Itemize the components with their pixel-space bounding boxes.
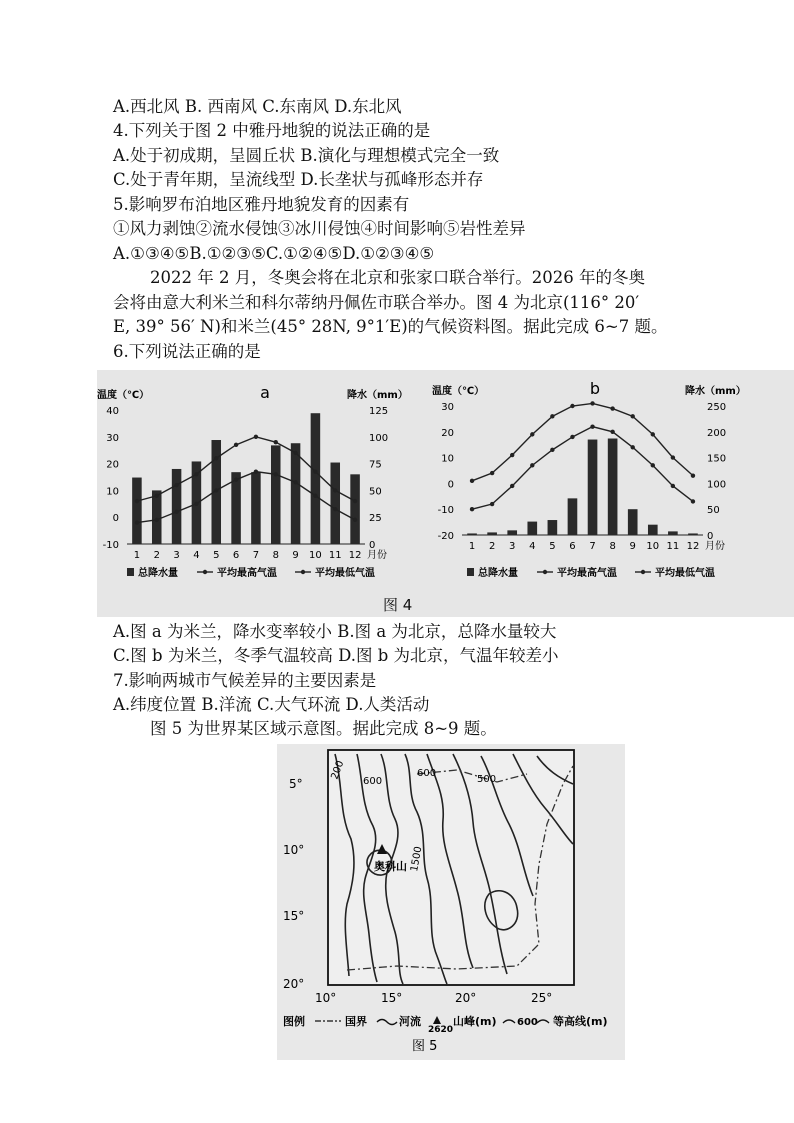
min-temp-point (570, 435, 574, 439)
x-tick-month: 7 (589, 541, 596, 552)
q7-stem: 7.影响两城市气候差异的主要因素是 (113, 671, 377, 690)
y-tick-precip: 50 (707, 505, 720, 517)
q4-stem: 4.下列关于图 2 中雅丹地貌的说法正确的是 (113, 121, 431, 140)
y-tick-precip: 50 (369, 486, 382, 498)
lat-label: 10° (283, 843, 305, 857)
y-tick-temp: -20 (437, 531, 454, 542)
region-map (277, 744, 625, 1060)
y-tick-precip: 25 (369, 513, 382, 525)
y-tick-precip: 0 (707, 531, 714, 542)
lon-label: 20° (455, 991, 477, 1005)
x-tick-month: 1 (468, 541, 476, 552)
max-temp-point (234, 443, 238, 447)
min-temp-point (313, 494, 317, 498)
lat-label: 5° (289, 777, 303, 791)
precip-bar (608, 439, 618, 535)
y-tick-temp: -10 (437, 505, 454, 517)
max-temp-point (214, 456, 218, 460)
q4-options-ab: A.处于初成期，呈圆丘状 B.演化与理想模式完全一致 (113, 146, 500, 165)
precip-bar (548, 520, 558, 535)
y-tick-temp: 10 (106, 486, 119, 498)
y-tick-temp: 0 (447, 479, 454, 491)
y-tick-precip: 0 (369, 540, 376, 551)
x-tick-month: 8 (609, 541, 616, 552)
precip-bar (568, 498, 578, 535)
precip-bar (251, 472, 261, 544)
contour-label: 200 (329, 759, 347, 782)
contour-label: 500 (477, 774, 497, 785)
legend-max-point (203, 570, 207, 574)
q6-stem: 6.下列说法正确的是 (113, 342, 261, 361)
legend-max-point (543, 570, 547, 574)
x-tick-month: 7 (252, 550, 260, 561)
min-temp-point (234, 477, 238, 481)
legend-contour-value: 600 (517, 1017, 538, 1028)
x-tick-month: 1 (133, 550, 141, 561)
lat-label: 15° (283, 909, 305, 923)
y-axis-label-temp: 温度（℃） (97, 390, 150, 401)
precip-bar (291, 443, 301, 544)
legend-river-symbol (377, 1020, 397, 1025)
legend-min-point (641, 570, 645, 574)
q7-options: A.纬度位置 B.洋流 C.大气环流 D.人类活动 (113, 695, 430, 714)
legend-bar-symbol (127, 568, 134, 576)
lon-label: 10° (315, 991, 337, 1005)
precip-bar (231, 472, 241, 544)
min-temp-point (174, 510, 178, 514)
precip-bar (648, 525, 658, 535)
x-tick-month: 4 (529, 541, 536, 552)
mountain-name: 奥科山 (374, 860, 407, 873)
intro-paragraph-line2: 会将由意大利米兰和科尔蒂纳丹佩佐市联合举办。图 4 为北京(116° 20′ (113, 293, 640, 312)
legend-peak-icon (433, 1016, 441, 1024)
min-temp-point (550, 448, 554, 452)
y-tick-precip: 75 (369, 459, 382, 471)
precip-bar (467, 533, 477, 535)
legend-max-label: 平均最高气温 (557, 568, 617, 579)
chart-title: a (260, 383, 270, 402)
q4-options-cd: C.处于青年期，呈流线型 D.长垄状与孤峰形态并存 (113, 170, 484, 189)
y-tick-temp: 20 (106, 459, 119, 471)
max-temp-point (570, 404, 574, 408)
min-temp-point (293, 480, 297, 484)
max-temp-point (155, 494, 159, 498)
min-temp-line (472, 427, 693, 510)
y-tick-precip: 100 (707, 479, 727, 491)
x-tick-month: 9 (629, 541, 636, 552)
y-tick-precip: 150 (707, 453, 727, 465)
max-temp-point (254, 435, 258, 439)
max-temp-point (510, 453, 514, 457)
x-tick-month: 5 (213, 550, 220, 561)
precip-bar (172, 469, 182, 544)
max-temp-line (137, 437, 355, 501)
precip-bar (271, 445, 281, 544)
x-tick-month: 11 (666, 541, 680, 552)
legend-contour-symbol (537, 1020, 549, 1023)
legend-river-label: 河流 (399, 1015, 421, 1028)
q5-factors: ①风力剥蚀②流水侵蚀③冰川侵蚀④时间影响⑤岩性差异 (113, 219, 526, 238)
y-tick-temp: 30 (106, 432, 119, 444)
precip-bar (688, 533, 698, 535)
y-tick-temp: -10 (102, 540, 119, 551)
y-tick-precip: 250 (707, 402, 727, 413)
legend-peak-label: 山峰(m) (453, 1015, 497, 1028)
min-temp-point (691, 499, 695, 503)
max-temp-point (550, 414, 554, 418)
y-tick-temp: 20 (441, 427, 454, 439)
max-temp-point (293, 451, 297, 455)
max-temp-point (490, 471, 494, 475)
intro-paragraph-line3: E, 39° 56′ N)和米兰(45° 28N, 9°1′E)的气候资料图。据此完成 6~7 题。 (113, 317, 668, 336)
min-temp-point (274, 472, 278, 476)
precip-bar (628, 509, 638, 535)
x-tick-month: 2 (488, 541, 496, 552)
precip-bar (330, 463, 340, 544)
q6-options-cd: C.图 b 为米兰，冬季气温较高 D.图 b 为北京，气温年较差小 (113, 646, 559, 665)
max-temp-point (313, 469, 317, 473)
legend-border-label: 国界 (345, 1015, 367, 1028)
precip-bar (152, 490, 162, 544)
max-temp-point (530, 432, 534, 436)
legend-title: 图例 (283, 1015, 305, 1028)
min-temp-point (651, 463, 655, 467)
y-tick-precip: 125 (369, 406, 389, 417)
x-tick-month: 2 (153, 550, 160, 561)
min-temp-point (470, 507, 474, 511)
legend-contour-label: 等高线(m) (553, 1015, 608, 1028)
max-temp-point (590, 401, 594, 405)
contour-label: 600 (363, 776, 383, 787)
max-temp-point (691, 473, 695, 477)
precip-bar (132, 478, 142, 544)
max-temp-point (333, 488, 337, 492)
figure-5-caption: 图 5 (412, 1039, 438, 1054)
x-tick-month: 6 (232, 550, 240, 561)
lon-label: 25° (531, 991, 553, 1005)
max-temp-point (353, 499, 357, 503)
climate-charts (97, 370, 794, 617)
legend-peak-value: 2620 (428, 1025, 454, 1035)
y-axis-label-temp: 温度（℃） (432, 386, 485, 397)
y-axis-label-precip: 降水（mm） (685, 386, 746, 397)
x-tick-month: 12 (348, 550, 362, 561)
precip-bar (350, 474, 360, 544)
x-tick-month: 10 (646, 541, 660, 552)
legend-min-label: 平均最低气温 (655, 568, 715, 579)
min-temp-point (194, 502, 198, 506)
figure-4-caption: 图 4 (383, 596, 413, 614)
y-tick-precip: 100 (369, 432, 389, 444)
contour-label: 1500 (409, 845, 425, 873)
contour-label: 600 (417, 768, 437, 779)
max-temp-point (610, 406, 614, 410)
q6-options-ab: A.图 a 为米兰，降水变率较小 B.图 a 为北京，总降水量较大 (113, 622, 557, 641)
q5-stem: 5.影响罗布泊地区雅丹地貌发育的因素有 (113, 195, 410, 214)
x-tick-month: 8 (272, 550, 279, 561)
x-tick-month: 9 (292, 550, 299, 561)
max-temp-point (470, 479, 474, 483)
max-temp-point (194, 472, 198, 476)
figure-5 (277, 744, 625, 1060)
y-tick-temp: 0 (112, 513, 119, 525)
x-axis-label: 月份 (367, 550, 387, 561)
min-temp-point (254, 469, 258, 473)
precip-bar (507, 530, 517, 535)
x-tick-month: 12 (686, 541, 700, 552)
x-tick-month: 10 (309, 550, 322, 561)
max-temp-point (631, 414, 635, 418)
lon-label: 15° (381, 991, 403, 1005)
legend-max-label: 平均最高气温 (217, 568, 277, 579)
y-tick-temp: 40 (106, 406, 119, 417)
min-temp-point (135, 520, 139, 524)
min-temp-point (610, 430, 614, 434)
x-tick-month: 4 (193, 550, 200, 561)
min-temp-point (631, 445, 635, 449)
y-tick-temp: 30 (441, 402, 454, 413)
lat-label: 20° (283, 977, 305, 991)
y-tick-temp: 10 (441, 453, 454, 465)
precip-bar (487, 532, 497, 535)
q3-options: A.西北风 B. 西南风 C.东南风 D.东北风 (113, 97, 402, 116)
legend-bar-symbol (467, 568, 474, 576)
figure-4 (97, 370, 794, 617)
min-temp-point (671, 484, 675, 488)
x-tick-month: 3 (173, 550, 180, 561)
min-temp-point (510, 484, 514, 488)
precip-bar (311, 413, 321, 544)
precip-bar (588, 440, 598, 535)
legend-min-point (301, 570, 305, 574)
min-temp-point (333, 507, 337, 511)
q5-options: A.①③④⑤B.①②③⑤C.①②④⑤D.①②③④⑤ (113, 244, 435, 263)
x-axis-label: 月份 (705, 541, 725, 552)
x-tick-month: 11 (328, 550, 342, 561)
min-temp-point (530, 463, 534, 467)
x-tick-month: 6 (569, 541, 576, 552)
min-temp-point (155, 518, 159, 522)
min-temp-point (590, 424, 594, 428)
min-temp-point (490, 502, 494, 506)
y-axis-label-precip: 降水（mm） (347, 390, 408, 401)
legend-min-label: 平均最低气温 (315, 568, 375, 579)
intro-paragraph-line1: 2022 年 2 月，冬奥会将在北京和张家口联合举行。2026 年的冬奥 (150, 268, 645, 287)
precip-bar (668, 531, 678, 535)
max-temp-point (174, 483, 178, 487)
legend-contour-symbol (503, 1020, 515, 1023)
x-tick-month: 3 (509, 541, 516, 552)
min-temp-line (137, 472, 355, 523)
min-temp-point (214, 488, 218, 492)
max-temp-point (671, 455, 675, 459)
max-temp-point (651, 432, 655, 436)
chart-title: b (589, 379, 601, 398)
legend-precip-label: 总降水量 (478, 568, 518, 579)
max-temp-point (135, 499, 139, 503)
fig5-intro: 图 5 为世界某区域示意图。据此完成 8~9 题。 (150, 719, 497, 738)
y-tick-precip: 200 (707, 427, 727, 439)
precip-bar (527, 522, 537, 535)
x-tick-month: 5 (549, 541, 556, 552)
max-temp-point (274, 440, 278, 444)
legend-precip-label: 总降水量 (138, 568, 178, 579)
min-temp-point (353, 518, 357, 522)
max-temp-line (472, 403, 693, 480)
